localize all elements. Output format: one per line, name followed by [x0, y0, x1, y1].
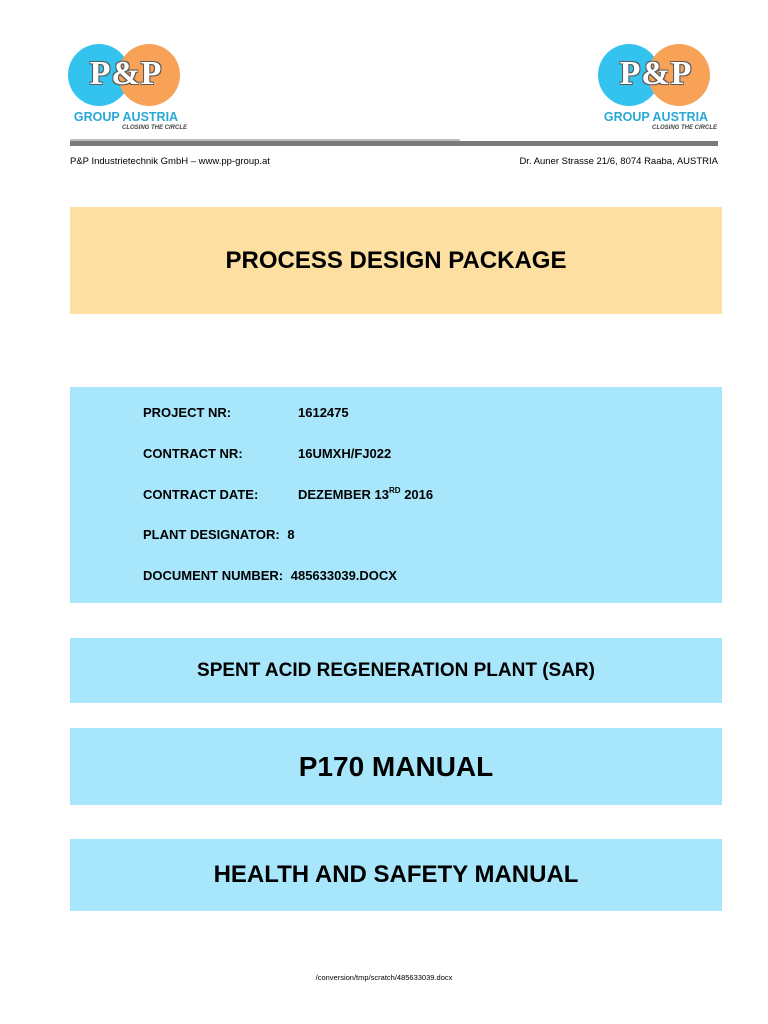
logo-tagline: CLOSING THE CIRCLE	[652, 125, 718, 131]
company-logo-left	[64, 44, 188, 136]
logo-group-text: GROUP AUSTRIA	[603, 110, 709, 124]
logo-mark: P&P	[89, 55, 163, 92]
manual-box	[70, 728, 722, 805]
company-logo-right	[594, 44, 718, 136]
document-number-label: DOCUMENT NUMBER:	[143, 568, 284, 583]
logo-mark: P&P	[619, 55, 693, 92]
contract-date-value	[298, 487, 433, 503]
contract-date-year: 2016	[400, 487, 434, 502]
manual-title-box	[70, 839, 722, 911]
project-number-value: 1612475	[298, 405, 349, 420]
project-number-label: PROJECT NR:	[143, 405, 232, 420]
contract-date-day: DEZEMBER 13	[298, 487, 390, 502]
project-info-box	[70, 387, 722, 603]
contract-number-row	[143, 446, 392, 462]
plant-name: SPENT ACID REGENERATION PLANT (SAR)	[197, 659, 595, 681]
contract-number-label: CONTRACT NR:	[143, 446, 243, 461]
document-title: PROCESS DESIGN PACKAGE	[225, 246, 567, 274]
plant-name-box	[70, 638, 722, 703]
manual-number: P170 MANUAL	[298, 750, 494, 782]
header-divider	[70, 141, 718, 146]
document-number-value: 485633039.DOCX	[290, 568, 397, 583]
footer-file-path: /conversion/tmp/scratch/485633039.docx	[315, 973, 453, 982]
logo-group-text: GROUP AUSTRIA	[73, 110, 179, 124]
header-address: Dr. Auner Strasse 21/6, 8074 Raaba, AUSTRIA	[519, 156, 718, 167]
plant-designator-label: PLANT DESIGNATOR:	[143, 527, 280, 542]
plant-designator-row	[143, 527, 295, 543]
contract-number-value: 16UMXH/FJ022	[298, 446, 392, 461]
header-company-info: P&P Industrietechnik GmbH – www.pp-group.at	[70, 156, 270, 167]
contract-date-row	[143, 486, 434, 503]
plant-designator-value: 8	[287, 527, 295, 542]
contract-date-label: CONTRACT DATE:	[143, 487, 259, 502]
title-box	[70, 207, 722, 314]
contract-date-ordinal: RD	[389, 486, 401, 495]
document-number-row	[143, 568, 397, 584]
logo-tagline: CLOSING THE CIRCLE	[122, 125, 188, 131]
manual-title: HEALTH AND SAFETY MANUAL	[213, 861, 579, 888]
project-number-row	[143, 405, 349, 421]
